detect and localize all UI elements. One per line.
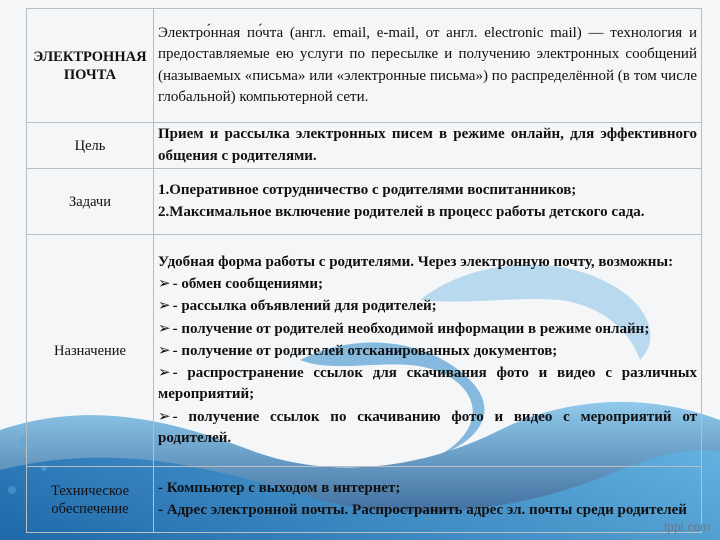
- list-item: ➢ - рассылка объявлений для родителей;: [158, 296, 437, 315]
- arrow-right-icon: ➢: [158, 340, 171, 359]
- arrow-right-icon: ➢: [158, 318, 171, 337]
- row-label: Техническое обеспечение: [27, 467, 154, 533]
- list-item: - Компьютер с выходом в интернет;: [158, 480, 401, 497]
- row-text: [154, 467, 702, 533]
- row-label: Назначение: [27, 235, 154, 467]
- row-text: [154, 169, 702, 235]
- table-row: [27, 235, 702, 467]
- list-item: 2.Максимальное включение родителей в процесс работы детского сада.: [158, 203, 645, 220]
- list-item: ➢ - распространение ссылок для скачивания фото и видео с различных мероприятий;: [158, 363, 697, 403]
- list-item: ➢ - получение от родителей необходимой информации в режиме онлайн;: [158, 318, 650, 337]
- arrow-right-icon: ➢: [158, 273, 171, 292]
- intro-text: Удобная форма работы с родителями. Через электронную почту, возможны:: [158, 253, 674, 270]
- info-table: [26, 8, 702, 533]
- row-label: ЭЛЕКТРОННАЯ ПОЧТА: [27, 9, 154, 123]
- row-label: Задачи: [27, 169, 154, 235]
- list-item: ➢ - получение от родителей отсканированных документов;: [158, 340, 558, 359]
- row-label: Цель: [27, 123, 154, 169]
- table-row: [27, 467, 702, 533]
- list-item: 1.Оперативное сотрудничество с родителями воспитанников;: [158, 182, 577, 199]
- watermark-logo: fppt.com: [663, 520, 710, 534]
- arrow-right-icon: ➢: [158, 406, 171, 425]
- arrow-right-icon: ➢: [158, 296, 171, 315]
- row-text: Электро́нная по́чта (англ. email, e-mail, от англ. electronic mail) — технология и предоставляемые ею услуги по пересылке и получению электронных сообщений (называемых «письма» или «электронные письма») по распределённой (в том числе глобальной) компьютерной сети.: [154, 9, 702, 123]
- list-item: ➢ - получение ссылок по скачиванию фото и видео с мероприятий от родителей.: [158, 406, 697, 447]
- table-row: [27, 9, 702, 123]
- row-text: Прием и рассылка электронных писем в режиме онлайн, для эффективного общения с родителями.: [154, 123, 702, 169]
- list-item: - Адрес электронной почты. Распространить адрес эл. почты среди родителей: [158, 501, 687, 518]
- arrow-right-icon: ➢: [158, 363, 171, 382]
- table-row: [27, 169, 702, 235]
- row-text: [154, 235, 702, 467]
- list-item: ➢ - обмен сообщениями;: [158, 273, 324, 292]
- table-row: [27, 123, 702, 169]
